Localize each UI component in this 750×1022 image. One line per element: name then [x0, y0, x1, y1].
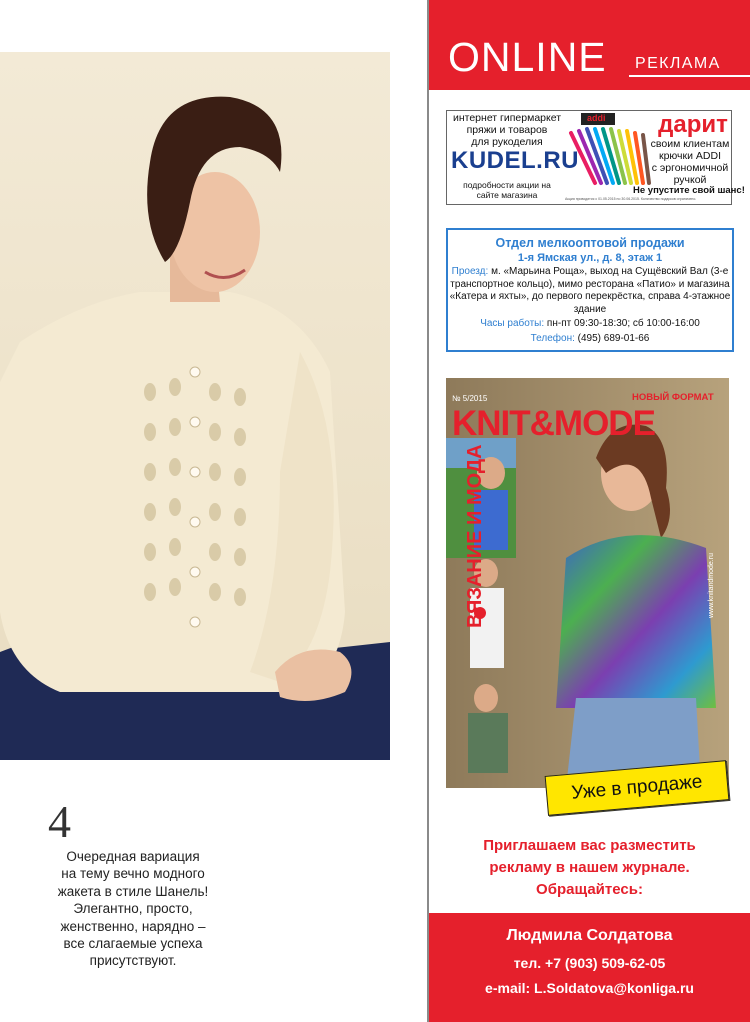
- wholesale-ad: [446, 228, 734, 352]
- ad-invitation: [429, 835, 750, 901]
- text-line: подробности акции на: [463, 180, 551, 190]
- invite-line: Обращайтесь:: [536, 881, 643, 898]
- crochet-hooks-image: [565, 113, 661, 187]
- contact-name: Людмила Солдатова: [506, 927, 673, 944]
- invite-line: рекламу в нашем журнале.: [489, 859, 690, 876]
- online-header: [429, 0, 750, 90]
- route-text: м. «Марьина Роща», выход на Сущёвский Вал (3-е транспортное кольцо), мимо ресторана «Патио» и магазина «Катера и яхты», до первого перекрёстка, справа 4-этажное здание: [449, 266, 731, 315]
- magazine-site: www.knitandmode.ru: [708, 553, 715, 618]
- magazine-side-title: ВЯЗАНИЕ И МОДА: [464, 444, 486, 628]
- contact-block: [429, 913, 750, 1022]
- wholesale-phone: [448, 333, 732, 346]
- caption-line: на тему вечно модного: [61, 866, 205, 882]
- kudel-top-text: [449, 112, 565, 148]
- hours-label: Часы работы:: [480, 318, 545, 329]
- item-number: 4: [48, 796, 71, 847]
- kudel-fine-print: Акция проводится с 01.05.2015 по 30.06.2015. Количество подарков ограничено.: [565, 197, 697, 201]
- addi-logo: addi: [587, 113, 606, 123]
- text-line: сайте магазина: [476, 190, 538, 200]
- on-sale-sticker: Уже в продаже: [545, 760, 730, 816]
- kudel-ad[interactable]: [446, 110, 745, 205]
- caption: [33, 848, 233, 970]
- kudel-logo: KUDEL.RU: [451, 147, 579, 174]
- contact-email[interactable]: e-mail: L.Soldatova@konliga.ru: [485, 980, 694, 996]
- caption-line: женственно, нарядно –: [60, 918, 206, 934]
- caption-line: присутствуют.: [89, 953, 177, 969]
- text-line: ручкой: [673, 174, 707, 186]
- magazine-issue: № 5/2015: [452, 394, 488, 403]
- model-photo: [0, 52, 390, 760]
- wholesale-title: Отдел мелкооптовой продажи: [495, 236, 685, 250]
- kudel-headline: дарит: [658, 111, 728, 138]
- header-underline: [629, 75, 750, 77]
- text-line: своим клиентам: [650, 138, 730, 150]
- text-line: интернет гипермаркет: [452, 112, 562, 124]
- route-label: Проезд:: [451, 266, 489, 277]
- hours-text: пн-пт 09:30-18:30; сб 10:00-16:00: [546, 318, 700, 329]
- ad-column: [429, 0, 750, 1022]
- caption-line: Очередная вариация: [66, 849, 200, 864]
- text-line: пряжи и товаров: [466, 124, 548, 136]
- kudel-tagline: Не упустите свой шанс!: [633, 185, 745, 196]
- text-line: для рукоделия: [471, 136, 543, 148]
- contact-phone[interactable]: тел. +7 (903) 509-62-05: [513, 955, 666, 971]
- wholesale-route: [448, 266, 732, 316]
- caption-line: жакета в стиле Шанель!: [57, 883, 209, 899]
- caption-line: Элегантно, просто,: [73, 901, 193, 917]
- magazine-logo: KNIT&MODE: [452, 404, 655, 443]
- phone-text: (495) 689-01-66: [577, 332, 650, 344]
- kudel-bottom-text: [449, 180, 565, 200]
- header-subtitle: РЕКЛАМА: [635, 55, 721, 72]
- text-line: с эргономичной: [651, 162, 729, 174]
- text-line: крючки ADDI: [658, 150, 721, 162]
- kudel-right-text: [649, 138, 731, 186]
- wholesale-hours: [448, 318, 732, 331]
- invite-line: Приглашаем вас разместить: [483, 837, 696, 854]
- magazine-cover[interactable]: [446, 378, 729, 788]
- caption-line: все слагаемые успеха: [63, 936, 203, 952]
- header-title: ONLINE: [448, 34, 607, 80]
- wholesale-address: 1-я Ямская ул., д. 8, этаж 1: [517, 252, 663, 264]
- magazine-new-format: НОВЫЙ ФОРМАТ: [632, 392, 714, 403]
- phone-label: Телефон:: [530, 332, 575, 344]
